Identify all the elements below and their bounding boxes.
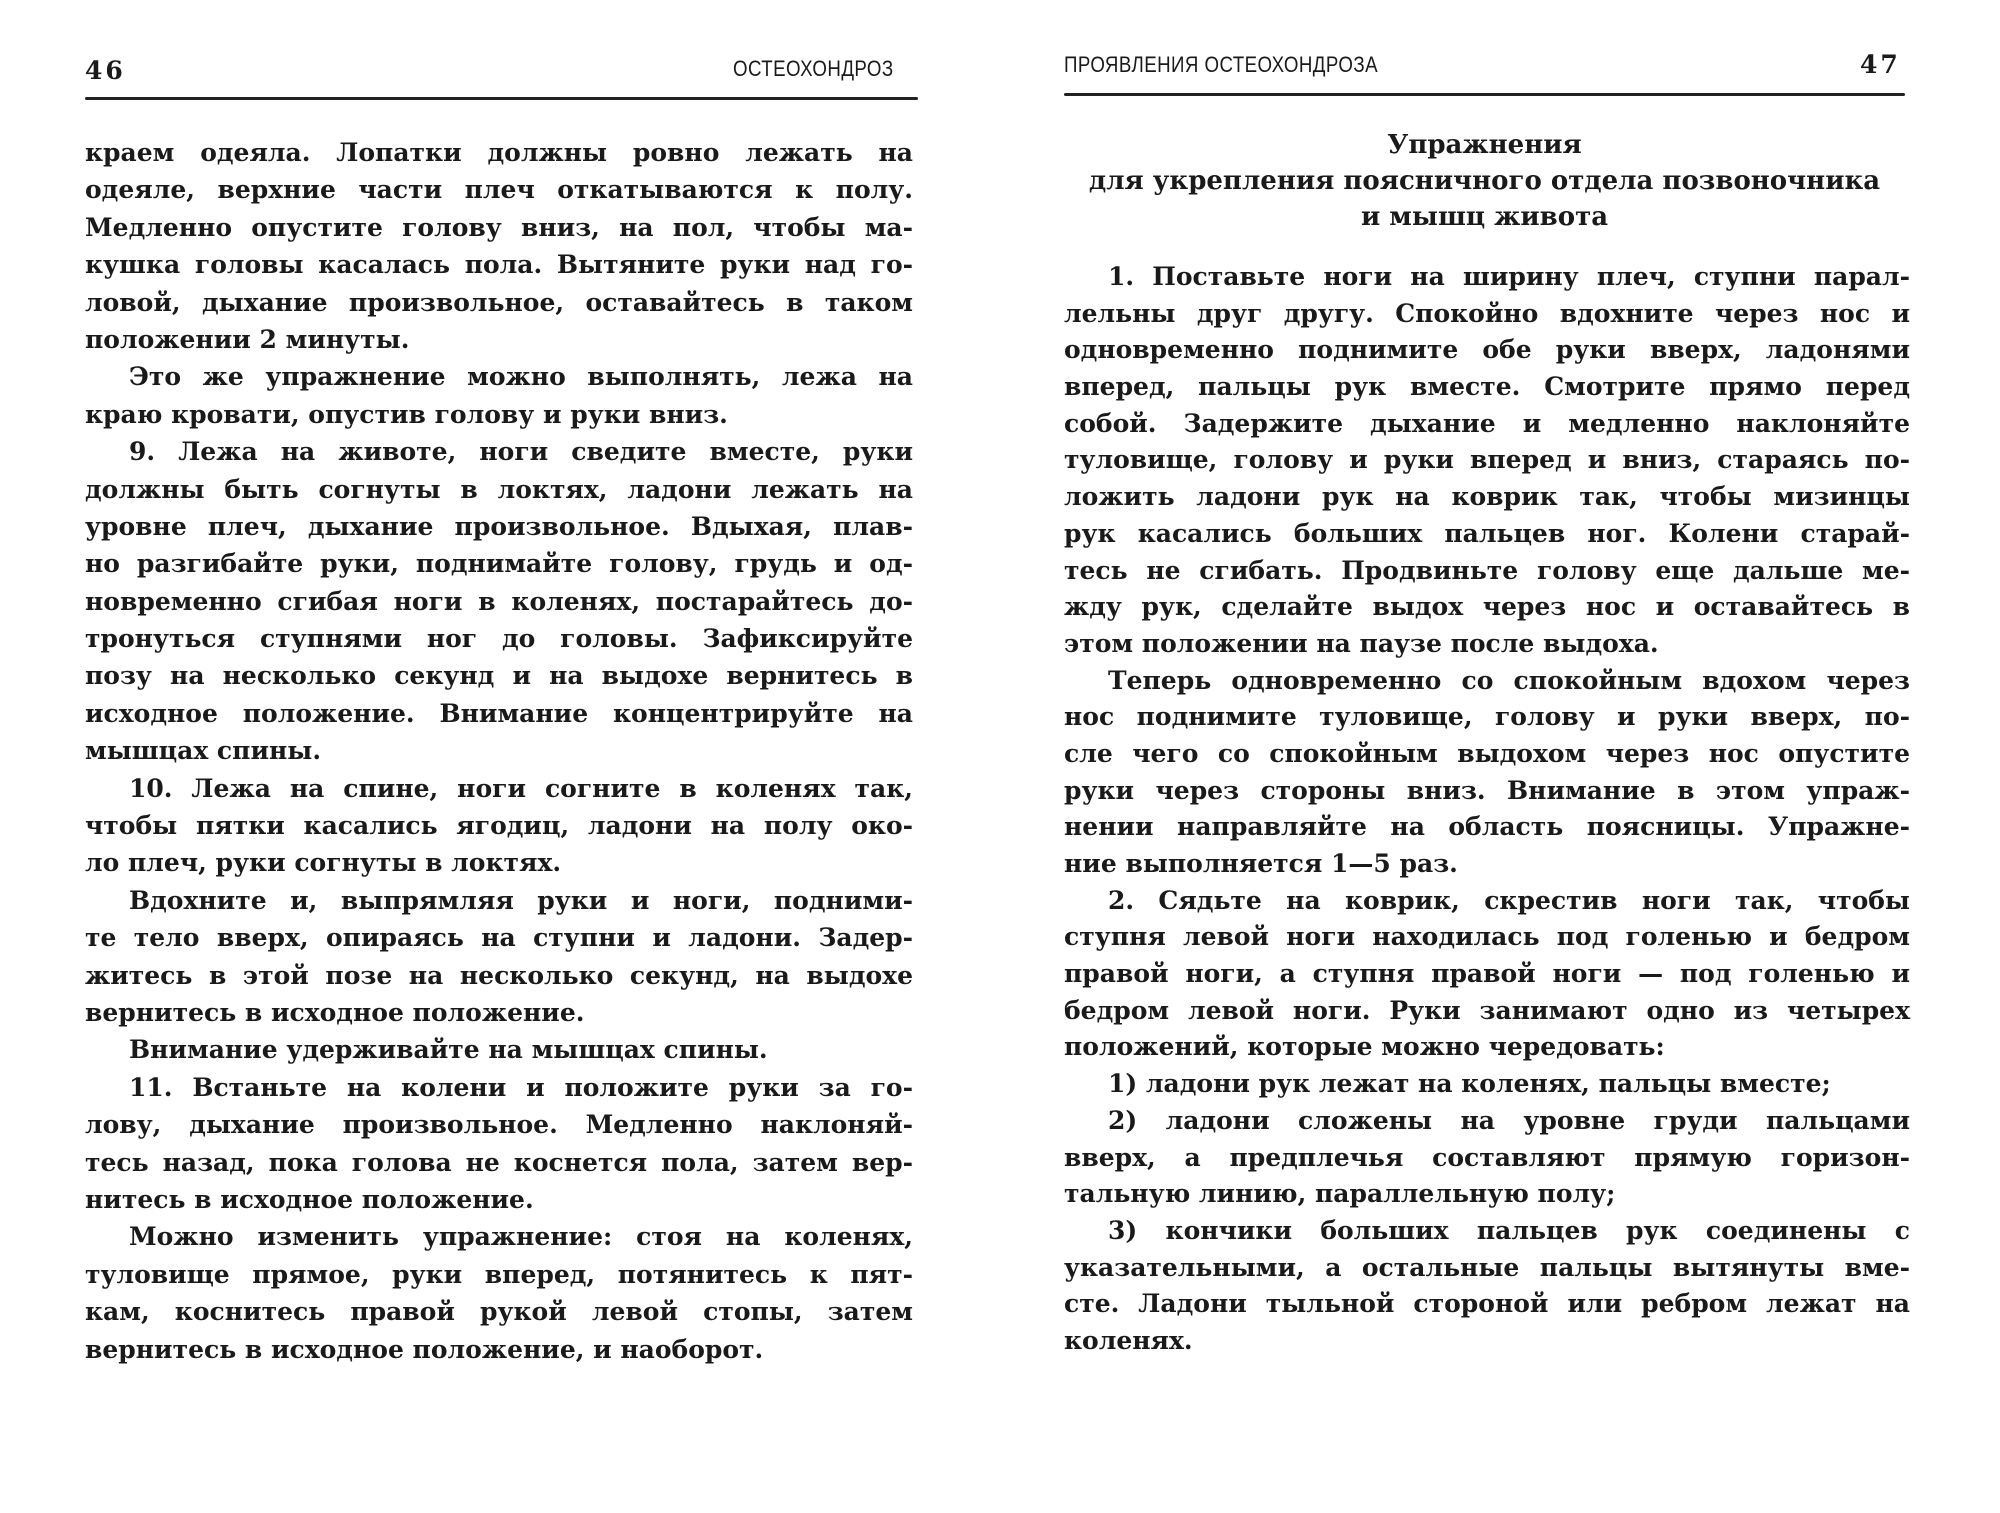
- text-line: Вдохните и, выпрямляя руки и ноги, подними-: [129, 885, 913, 915]
- text-line: одеяле, верхние части плеч откатываются к полу.: [85, 175, 913, 205]
- text-line: 2. Сядьте на коврик, скрестив ноги так, чтобы: [1108, 885, 1910, 915]
- text-line: житесь в этой позе на несколько секунд, на выдохе: [85, 960, 913, 990]
- text-line: вперед, пальцы рук вместе. Смотрите прямо перед: [1064, 372, 1910, 402]
- text-line: ло плеч, руки согнуты в локтях.: [85, 848, 562, 878]
- right-page: [1000, 0, 2000, 1513]
- paragraph: [85, 1069, 913, 1219]
- running-head: ОСТЕОХОНДРОЗ: [733, 56, 894, 81]
- text-line: этом положении на паузе после выдоха.: [1064, 628, 1659, 658]
- text-line: кушка головы касалась пола. Вытяните руки над го-: [85, 250, 913, 280]
- text-line: чтобы пятки касались ягодиц, ладони на полу око-: [85, 811, 913, 841]
- text-line: Теперь одновременно со спокойным вдохом через: [1108, 665, 1910, 695]
- section-heading: [1064, 127, 1905, 235]
- text-line: ложить ладони рук на коврик так, чтобы мизинцы: [1064, 482, 1910, 512]
- text-line: 1) ладони рук лежат на коленях, пальцы вместе;: [1108, 1069, 1831, 1099]
- text-line: Это же упражнение можно выполнять, лежа на: [129, 362, 913, 392]
- page-body: [85, 134, 913, 1368]
- text-line: вернитесь в исходное положение, и наоборот.: [85, 1334, 764, 1364]
- text-line: 9. Лежа на животе, ноги сведите вместе, руки: [129, 437, 913, 467]
- paragraph: [85, 433, 913, 770]
- paragraph: [1064, 883, 1910, 1066]
- heading-line: и мышц живота: [1360, 202, 1609, 232]
- text-line: 2) ладони сложены на уровне груди пальцами: [1108, 1105, 1910, 1135]
- text-line: лову, дыхание произвольное. Медленно наклоняй-: [85, 1110, 913, 1140]
- text-line: должны быть согнуты в локтях, ладони лежать на: [85, 474, 913, 504]
- text-line: жду рук, сделайте выдох через нос и оставайтесь в: [1064, 592, 1910, 622]
- text-line: тесь назад, пока голова не коснется пола, затем вер-: [85, 1147, 913, 1177]
- text-line: Можно изменить упражнение: стоя на коленях,: [129, 1222, 913, 1252]
- page-number: 47: [1860, 50, 1901, 79]
- text-line: ступня левой ноги находилась под голенью и бедром: [1064, 922, 1910, 952]
- text-line: тальную линию, параллельную полу;: [1064, 1179, 1616, 1209]
- text-line: вверх, а предплечья составляют прямую горизон-: [1064, 1142, 1910, 1172]
- text-line: одновременно поднимите обе руки вверх, ладонями: [1064, 335, 1910, 365]
- text-line: собой. Задержите дыхание и медленно наклоняйте: [1064, 408, 1910, 438]
- paragraph: [85, 882, 913, 1032]
- text-line: лельны друг другу. Спокойно вдохните через нос и: [1064, 298, 1910, 328]
- text-line: нос поднимите туловище, голову и руки вверх, по-: [1064, 702, 1910, 732]
- text-line: правой ноги, а ступня правой ноги — под голенью и: [1064, 959, 1910, 989]
- text-line: сте. Ладони тыльной стороной или ребром лежат на: [1064, 1289, 1910, 1319]
- paragraph: [1064, 663, 1910, 883]
- paragraph: [1064, 259, 1910, 663]
- text-line: краем одеяла. Лопатки должны ровно лежать на: [85, 138, 913, 167]
- text-line: тронуться ступнями ног до головы. Зафиксируйте: [85, 624, 913, 654]
- page-body: [1064, 259, 1910, 1360]
- header-rule: [85, 97, 918, 100]
- text-line: туловище прямое, руки вперед, потянитесь к пят-: [85, 1259, 913, 1289]
- heading-line: Упражнения: [1387, 130, 1582, 160]
- text-line: сле чего со спокойным выдохом через нос опустите: [1064, 738, 1910, 768]
- paragraph: [1064, 1066, 1910, 1103]
- paragraph: [1064, 1213, 1910, 1360]
- text-line: положений, которые можно чередовать:: [1064, 1032, 1665, 1062]
- text-line: те тело вверх, опираясь на ступни и ладони. Задер-: [85, 923, 913, 953]
- text-line: мышцах спины.: [85, 736, 322, 766]
- paragraph: [85, 1031, 913, 1068]
- text-line: нении направляйте на область поясницы. Упражне-: [1064, 812, 1910, 842]
- text-line: ние выполняется 1—5 раз.: [1064, 849, 1458, 878]
- text-line: краю кровати, опустив голову и руки вниз.: [85, 399, 728, 429]
- header-rule: [1064, 93, 1905, 96]
- paragraph: [85, 358, 913, 433]
- text-line: ловой, дыхание произвольное, оставайтесь в таком: [85, 287, 913, 317]
- running-head: ПРОЯВЛЕНИЯ ОСТЕОХОНДРОЗА: [1064, 52, 1378, 77]
- text-line: уровне плеч, дыхание произвольное. Вдыхая, плав-: [85, 511, 913, 541]
- paragraph: [1064, 1103, 1910, 1213]
- text-line: кам, коснитесь правой рукой левой стопы, затем: [85, 1297, 913, 1327]
- text-line: новременно сгибая ноги в коленях, постарайтесь до-: [85, 586, 913, 616]
- text-line: 11. Встаньте на колени и положите руки за го-: [129, 1072, 913, 1102]
- text-line: тесь не сгибать. Продвиньте голову еще дальше ме-: [1064, 555, 1910, 585]
- paragraph: [85, 1218, 913, 1368]
- paragraph: [85, 770, 913, 882]
- text-line: Медленно опустите голову вниз, на пол, чтобы ма-: [85, 212, 913, 242]
- text-line: вернитесь в исходное положение.: [85, 997, 585, 1027]
- text-line: рук касались больших пальцев ног. Колени старай-: [1064, 518, 1910, 548]
- text-line: туловище, голову и руки вперед и вниз, стараясь по-: [1064, 445, 1910, 475]
- heading-line: для укрепления поясничного отдела позвоночника: [1088, 166, 1881, 196]
- text-line: 3) кончики больших пальцев рук соединены с: [1108, 1215, 1910, 1245]
- page-number: 46: [85, 56, 126, 85]
- text-line: 1. Поставьте ноги на ширину плеч, ступни парал-: [1108, 262, 1910, 291]
- text-line: коленях.: [1064, 1325, 1193, 1355]
- text-line: положении 2 минуты.: [85, 324, 410, 354]
- text-line: позу на несколько секунд и на выдохе вернитесь в: [85, 661, 913, 691]
- text-line: бедром левой ноги. Руки занимают одно из четырех: [1064, 995, 1910, 1025]
- text-line: но разгибайте руки, поднимайте голову, грудь и од-: [85, 549, 913, 579]
- text-line: нитесь в исходное положение.: [85, 1184, 534, 1214]
- text-line: Внимание удерживайте на мышцах спины.: [129, 1035, 768, 1065]
- paragraph: [85, 134, 913, 358]
- text-line: указательными, а остальные пальцы вытянуты вме-: [1064, 1252, 1910, 1282]
- text-line: исходное положение. Внимание концентрируйте на: [85, 698, 913, 728]
- text-line: руки через стороны вниз. Внимание в этом упраж-: [1064, 775, 1910, 805]
- text-line: 10. Лежа на спине, ноги согните в коленях так,: [129, 773, 913, 803]
